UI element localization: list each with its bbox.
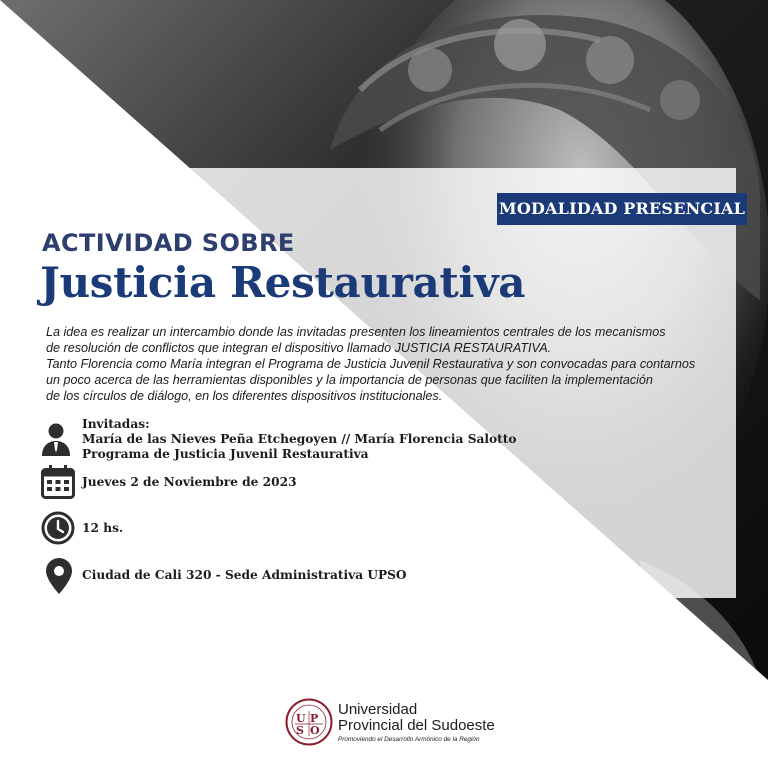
svg-text:U: U (296, 712, 306, 725)
university-tagline: Promoviendo el Desarrollo Armónico de la Región (338, 736, 480, 743)
calendar-icon (41, 465, 75, 499)
upso-logo (285, 698, 333, 746)
university-name-line2: Provincial del Sudoeste (338, 717, 495, 734)
description-line: La idea es realizar un intercambio donde las invitadas presenten los lineamientos centrales de los mecanismos (46, 325, 666, 339)
svg-text:S: S (296, 724, 304, 737)
description (46, 324, 716, 404)
guests-names: María de las Nieves Peña Etchegoyen // María Florencia Salotto (82, 432, 517, 446)
event-date: Jueves 2 de Noviembre de 2023 (82, 475, 297, 489)
guests-info (82, 417, 517, 462)
modality-badge: MODALIDAD PRESENCIAL (497, 193, 747, 225)
event-location: Ciudad de Cali 320 - Sede Administrativa UPSO (82, 568, 407, 582)
svg-text:O: O (310, 724, 320, 737)
activity-heading: ACTIVIDAD SOBRE (42, 229, 295, 257)
page-title: Justicia Restaurativa (40, 258, 526, 307)
svg-text:P: P (310, 712, 319, 725)
location-pin-icon (46, 558, 72, 594)
event-time: 12 hs. (82, 521, 124, 535)
guests-label: Invitadas: (82, 417, 150, 431)
description-line: un poco acerca de las herramientas disponibles y la importancia de personas que faciliten la implementación (46, 373, 653, 387)
description-line: Tanto Florencia como María integran el Programa de Justicia Juvenil Restaurativa y son convocadas para contarnos (46, 357, 696, 371)
guests-program: Programa de Justicia Juvenil Restaurativa (82, 447, 369, 461)
clock-icon (41, 511, 75, 545)
university-name-line1: Universidad (338, 701, 418, 718)
description-line: de resolución de conflictos que integran el dispositivo llamado JUSTICIA RESTAURATIVA. (46, 341, 552, 355)
person-icon (40, 422, 72, 458)
description-line: de los círculos de diálogo, en los diferentes dispositivos institucionales. (46, 389, 443, 403)
university-name (338, 702, 495, 745)
